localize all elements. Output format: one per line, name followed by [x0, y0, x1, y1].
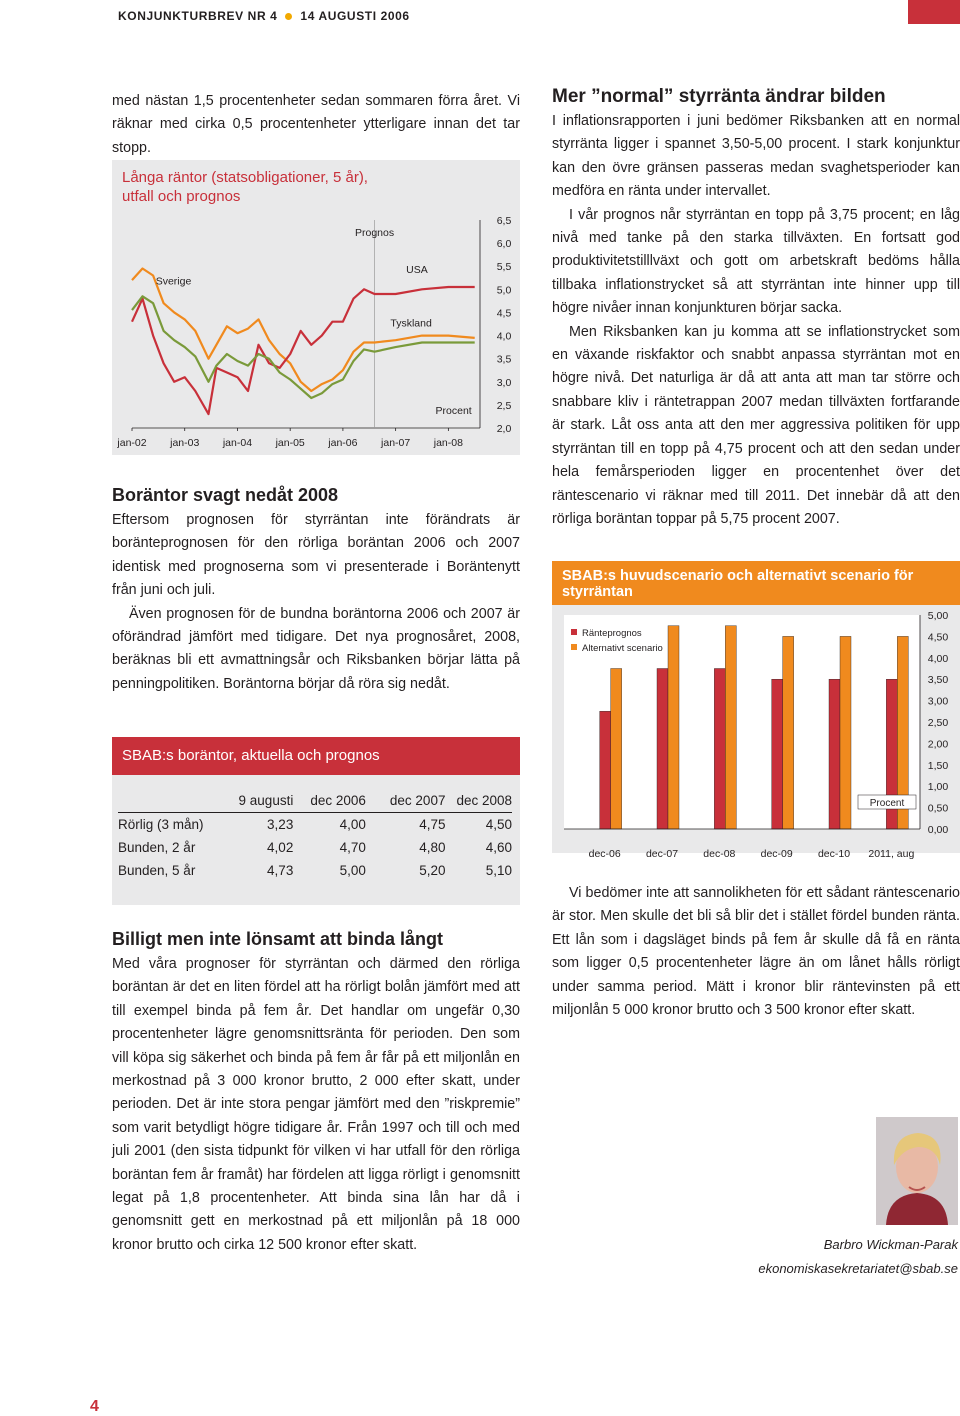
bar-alternativt [668, 626, 679, 829]
rates-cell: 4,73 [267, 863, 294, 878]
section-normal-styrranta [552, 86, 960, 531]
rates-cell: 5,10 [485, 863, 512, 878]
bar-chart-title: SBAB:s huvudscenario och alternativt scenario för styrräntan [552, 561, 960, 605]
y-tick-label: 0,00 [927, 824, 949, 836]
legend-label: Alternativt scenario [582, 643, 663, 654]
y-tick-label: 3,00 [927, 695, 949, 708]
legend-swatch [571, 644, 577, 650]
bar-alternativt [611, 669, 622, 830]
y-tick-label: 0,50 [927, 802, 949, 815]
y-tick-label: 4,50 [927, 631, 949, 644]
author-name: Barbro Wickman-Parak [823, 1237, 958, 1252]
bar-alternativt [840, 636, 851, 829]
x-tick-label: dec-06 [588, 848, 621, 860]
normal-paragraph-1: I inflationsrapporten i juni bedömer Riksbanken att en normal styrränta ligger i spannet 3,50-5,00 procent. I stark konjunktur kan den övre gränsen passeras medan svaghetsperioder kan medföra en ränta under intervallet. [552, 113, 960, 200]
section-title-normal-styrranta: Mer ”normal” styrränta ändrar bilden [552, 86, 886, 107]
rates-header-cell: dec 2007 [389, 793, 446, 808]
y-tick-label: 5,0 [496, 284, 512, 297]
rates-cell: Bunden, 5 år [118, 863, 196, 878]
rates-cell: 3,23 [267, 817, 294, 832]
rates-cell: 4,50 [485, 817, 512, 832]
rates-cell: Rörlig (3 mån) [118, 817, 204, 832]
bar-ranteprognos [600, 711, 611, 829]
billigt-paragraph-1: Med våra prognoser för styrräntan och därmed den rörliga boräntan är det en liten fördel att ha rörligt bolån jämfört med att till exempel binda på fem år. Det handlar om ungefär 0,30 procentenheter lägre genomsnittsränta för perioden. Den som vill köpa sig säkerhet och binda på fem år får på ett miljonlån en merkostnad på 3 000 kronor brutto, 2 000 efter skatt, under perioden. Det är inte stora pengar jämfört med den ”riskpremie” som varit betydligt högre tidigare år. Från 1997 och till och med juli 2001 (den sista tidpunkt för vilken vi har utfall för den rörliga boräntan fem år framåt) har fördelen att ligga rörligt i genomsnitt legat på 1,8 procentenheter. Att binda sina lån har då i genomsnitt gett en merkostnad på ett miljonlån på 18 000 kronor brutto och cirka 12 500 kronor efter skatt. [112, 956, 520, 1253]
intro-text: med nästan 1,5 procentenheter sedan sommaren förra året. Vi räknar med cirka 0,5 procentenheter ytterligare innan det tar stopp. [112, 93, 520, 156]
annotation-sverige: Sverige [155, 275, 192, 288]
bar-alternativt [725, 626, 736, 829]
after-chart-text: Vi bedömer inte att sannolikheten för ett sådant räntescenario är stor. Men skulle det bli så blir det i stället fördel bunden ränta. Ett lån som i dagsläget binds på fem år skulle då få en ränta som ligger 0,5 procentenheter lägre än om lånet hålls rörligt under samma period. Mätt i kronor blir räntevinsten på ett miljonlån 5 000 kronor brutto och 3 500 kronor efter skatt. [552, 885, 960, 1019]
annotation-tyskland: Tyskland [390, 317, 432, 330]
x-tick-label: 2011, aug [868, 848, 915, 860]
chart-title-line2: utfall och prognos [122, 188, 241, 205]
y-tick-label: 2,50 [927, 717, 949, 729]
rates-cell: 4,70 [339, 840, 366, 855]
x-tick-label: jan-02 [117, 437, 147, 449]
y-tick-label: 5,00 [927, 610, 949, 622]
y-tick-label: 3,0 [496, 376, 512, 389]
x-tick-label: jan-08 [433, 437, 463, 449]
series-line-usa [132, 287, 475, 414]
x-tick-label: dec-10 [817, 848, 851, 860]
y-tick-label: 6,0 [496, 238, 512, 251]
page-number: 4 [90, 1398, 99, 1415]
rates-cell: 4,02 [267, 840, 294, 855]
x-tick-label: jan-03 [170, 437, 200, 449]
y-tick-label: 2,0 [496, 423, 512, 435]
bar-ranteprognos [714, 669, 725, 830]
y-tick-label: 2,5 [496, 399, 512, 412]
y-tick-label: 3,5 [496, 353, 512, 366]
normal-paragraph-3: Men Riksbanken kan ju komma att se inflationstrycket som en växande riskfaktor och snabbt anpassa styrräntan mot en högre nivå. Det naturliga är då att anta att man tar större och snabbare kliv i räntetrappan 2007 medan tillväxten fortfarande är stark. Låt oss anta att den mer aggressiva politiken för upp styrräntan till en topp på 4,75 procent och att den sedan under hela femårsperioden ligger en procentenhet över det räntescenario vi räknar med till 2011. Det innebär då att den rörliga boräntan toppar på 5,75 procent 2007. [552, 323, 960, 527]
legend [568, 623, 666, 661]
header-publication: KONJUNKTURBREV NR 4 [118, 9, 278, 23]
rates-header-cell [118, 789, 217, 813]
rates-cell: Bunden, 2 år [118, 840, 196, 855]
scenario-bar-chart-svg [552, 605, 960, 860]
author-photo [876, 1117, 958, 1225]
y-tick-label: 2,00 [927, 738, 949, 751]
rates-table-header-row [118, 789, 512, 813]
rates-cell: 4,00 [339, 817, 366, 832]
header-date: 14 AUGUSTI 2006 [300, 9, 410, 23]
bar-ranteprognos [772, 679, 783, 829]
y-tick-label: 1,50 [927, 759, 949, 772]
rates-cell: 4,80 [419, 840, 446, 855]
bar-alternativt [783, 636, 794, 829]
rates-table [118, 789, 512, 882]
x-tick-label: dec-07 [645, 848, 679, 860]
x-tick-label: jan-06 [328, 437, 358, 449]
rates-header-cell: dec 2006 [310, 793, 366, 808]
borantor-paragraph-2: Även prognosen för de bundna boräntorna 2006 och 2007 är oförändrad jämfört med tidigare. Det nya prognosåret, 2008, beräknas bli ett avmattningsår och Riksbanken börjar lätta på penningpolitiken. Boräntorna börjar då röra sig nedåt. [112, 605, 520, 692]
section-title-borantor: Boräntor svagt nedåt 2008 [112, 485, 339, 505]
after-chart-paragraph [552, 882, 960, 1022]
rates-header-cell: dec 2008 [456, 793, 512, 808]
long-rates-chart [112, 160, 520, 455]
bar-ranteprognos [829, 679, 840, 829]
table-row [118, 836, 512, 859]
rates-cell: 5,20 [419, 863, 446, 878]
header-publication-line [118, 9, 410, 23]
annotation-prognos: Prognos [354, 227, 395, 240]
x-tick-label: jan-05 [275, 437, 305, 449]
y-tick-label: 1,00 [927, 781, 949, 794]
borantor-paragraph-1: Eftersom prognosen för styrräntan inte förändrats är boränteprognosen för den rörliga boräntan 2006 och 2007 identisk med prognoserna som vi presenterade i Boräntenytt från juni och juli. [112, 512, 520, 599]
author-email[interactable]: ekonomiskasekretariatet@sbab.se [758, 1261, 958, 1276]
page-header [0, 0, 960, 32]
y-tick-label: 5,5 [496, 261, 512, 274]
annotation-usa: USA [406, 264, 428, 277]
rates-table-box [112, 737, 520, 905]
x-tick-label: jan-04 [222, 437, 253, 449]
rates-table-title: SBAB:s boräntor, aktuella och prognos [112, 737, 520, 775]
rates-cell: 4,60 [485, 840, 512, 855]
x-tick-label: jan-07 [381, 437, 411, 449]
rates-header-cell: 9 augusti [238, 793, 294, 808]
section-billigt [112, 928, 520, 1257]
header-dot-icon [285, 13, 292, 20]
chart-title-line1: Långa räntor (statsobligationer, 5 år), [122, 169, 368, 186]
long-rates-chart-svg [112, 160, 520, 455]
author-portrait-icon [876, 1117, 958, 1225]
rates-cell: 4,75 [419, 817, 446, 832]
normal-paragraph-2: I vår prognos når styrräntan en topp på 3,75 procent; en låg nivå med tanke på den starka tillväxten. En fortsatt god produktivitetstilllväxt och gott om arbetskraft bedöms hålla tillbaka inflationstrycket så att styrräntan inte hinner upp till högre nivåer innan konjunkturen börjar sacka. [552, 206, 960, 317]
y-tick-label: 4,00 [927, 652, 949, 665]
x-tick-label: dec-09 [760, 848, 793, 860]
y-tick-label: 6,5 [496, 215, 512, 227]
table-row [118, 813, 512, 837]
x-tick-label: dec-08 [703, 848, 736, 860]
legend-swatch [571, 629, 577, 635]
table-row [118, 859, 512, 882]
y-tick-label: 3,50 [927, 674, 949, 687]
rates-cell: 5,00 [339, 863, 366, 878]
y-tick-label: 4,5 [496, 307, 512, 320]
y-tick-label: 4,0 [496, 330, 512, 343]
scenario-bar-chart [552, 561, 960, 860]
bar-ranteprognos [657, 669, 668, 830]
unit-label: Procent [869, 798, 905, 809]
unit-label: Procent [435, 405, 472, 418]
header-brand-block [908, 0, 960, 24]
legend-label: Ränteprognos [582, 628, 642, 639]
intro-paragraph [112, 90, 520, 160]
section-borantor [112, 484, 520, 696]
section-title-billigt: Billigt men inte lönsamt att binda långt [112, 929, 444, 949]
